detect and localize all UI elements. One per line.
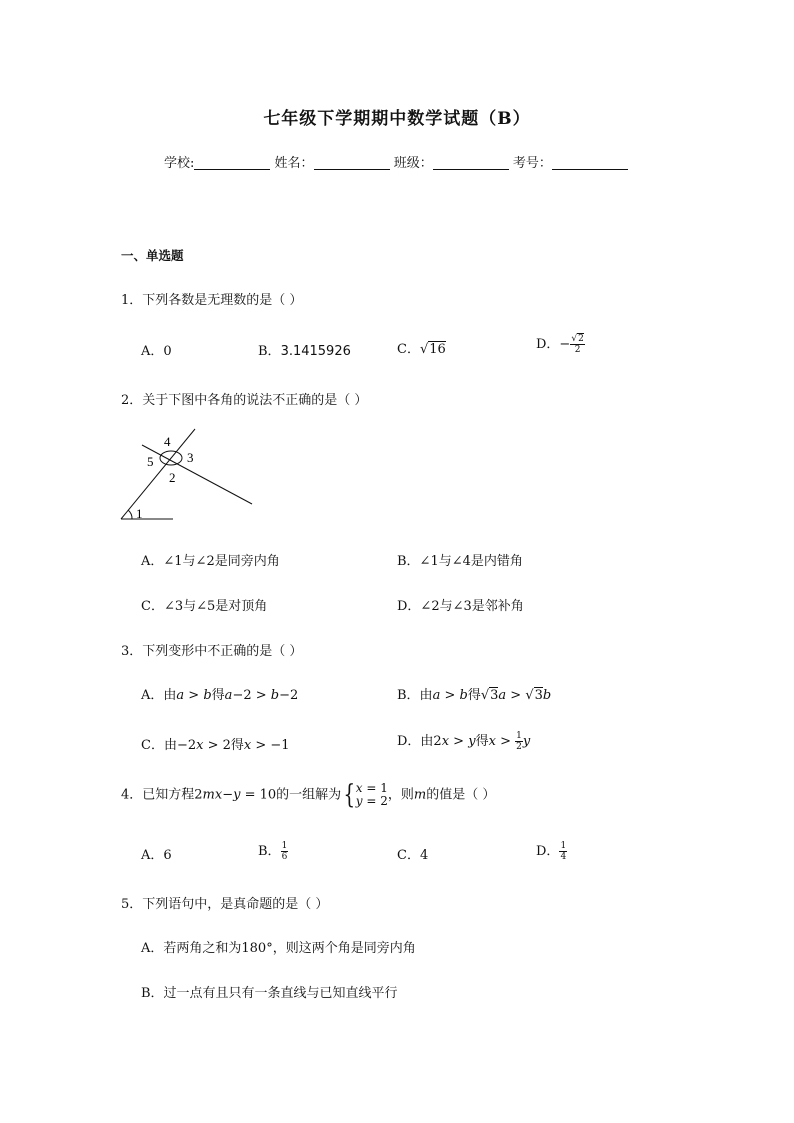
q3-option-c: C．由−2x > 2得x > −1 [141, 738, 290, 753]
question-4-stem: 4．已知方程2mx−y = 10的一组解为{x = 1 y = 2，则m的值是（ ） [121, 780, 496, 810]
school-field[interactable] [194, 155, 270, 170]
q1-option-b: B．3.1415926 [258, 344, 351, 359]
q4-option-d: D． $\frac{1}{4}$ [536, 841, 567, 862]
q4-option-b: B． $\frac{1}{6}$ [258, 841, 288, 862]
q2-option-c: C．∠3与∠5是对顶角 [141, 599, 268, 614]
q2-option-a: A．∠1与∠2是同旁内角 [141, 554, 280, 569]
q4-option-c: C．4 [397, 848, 429, 863]
id-label: 考号： [512, 156, 552, 171]
figure-label-2: 2 [169, 470, 176, 485]
q3-option-b: B．由a > b得√3a > √3b [397, 688, 552, 703]
student-info-line [164, 152, 628, 171]
figure-line-transversal-1 [121, 429, 195, 519]
figure-line-transversal-2 [142, 445, 252, 504]
name-label: 姓名： [274, 156, 314, 171]
question-2-stem: 2．关于下图中各角的说法不正确的是（ ） [121, 393, 368, 408]
q1-option-a: A．0 [141, 344, 172, 359]
name-field[interactable] [314, 155, 390, 170]
page-title: 七年级下学期期中数学试题（B） [263, 109, 531, 129]
q2-option-b: B．∠1与∠4是内错角 [397, 554, 523, 569]
q5-option-a: A．若两角之和为180°，则这两个角是同旁内角 [141, 941, 416, 956]
q2-option-d: D．∠2与∠3是邻补角 [397, 599, 524, 614]
q3-option-a: A．由a > b得a−2 > b−2 [141, 688, 299, 703]
angle-figure [118, 428, 258, 524]
class-field[interactable] [433, 155, 509, 170]
figure-label-4: 4 [164, 434, 171, 449]
question-1-stem: 1．下列各数是无理数的是（ ） [121, 293, 303, 308]
question-5-stem: 5．下列语句中，是真命题的是（ ） [121, 897, 329, 912]
school-label: 学校: [164, 156, 195, 171]
figure-label-3: 3 [187, 450, 194, 465]
section-heading: 一、单选题 [121, 248, 184, 263]
q5-option-b: B．过一点有且只有一条直线与已知直线平行 [141, 986, 398, 1001]
figure-label-1: 1 [136, 506, 143, 521]
q4-option-a: A．6 [141, 848, 172, 863]
q1-option-d: D．− $\frac{√2}{2}$ [536, 334, 584, 355]
q1-option-c: C．√16 [397, 342, 446, 357]
figure-angle-arc-1 [128, 510, 132, 519]
class-label: 班级： [393, 156, 433, 171]
q3-option-d: D．由2x > y得x > $\frac{1}{2}$ y [397, 731, 531, 752]
figure-label-5: 5 [147, 454, 154, 469]
question-3-stem: 3．下列变形中不正确的是（ ） [121, 644, 303, 659]
exam-id-field[interactable] [552, 155, 628, 170]
